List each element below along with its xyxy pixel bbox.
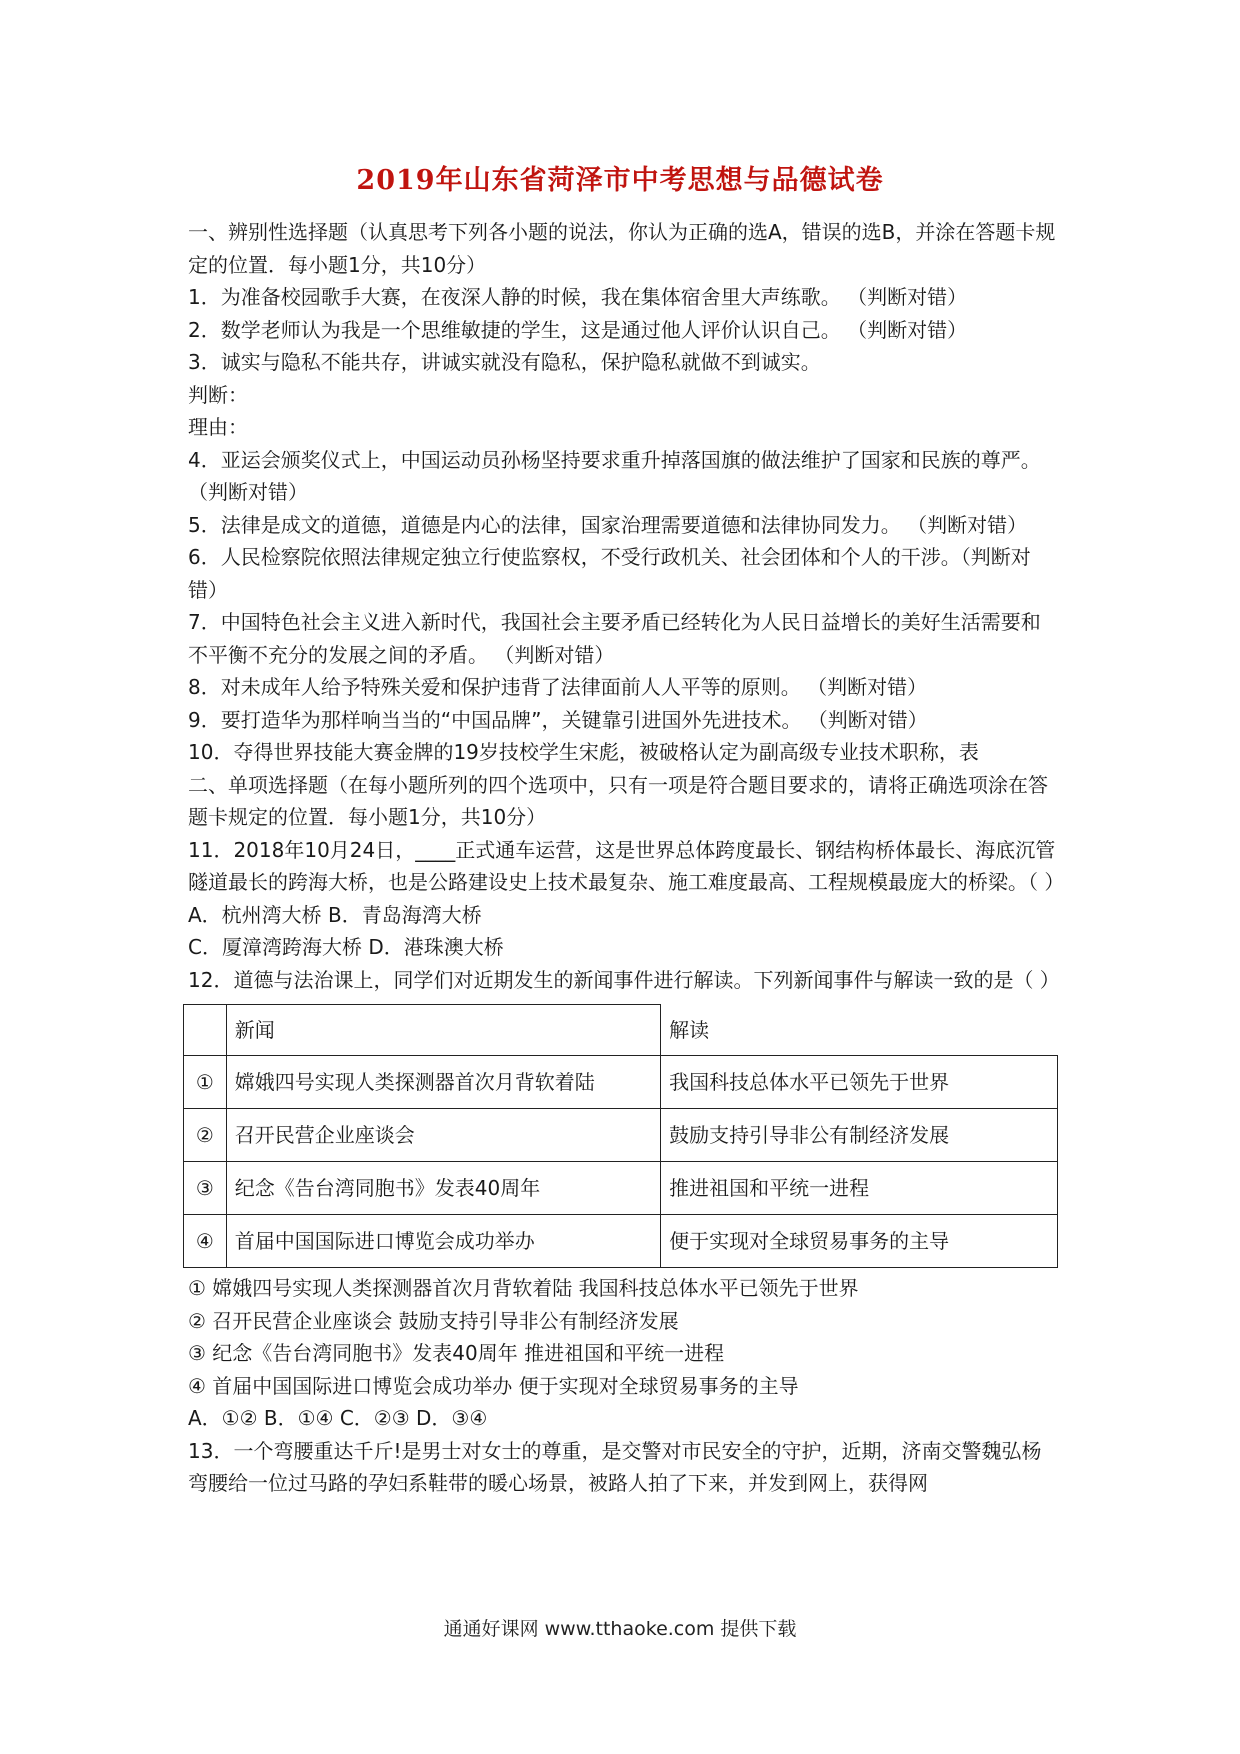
question-3-judge: 判断： — [188, 382, 248, 407]
news-table — [183, 1004, 1058, 1268]
row-reading: 推进祖国和平统一进程 — [661, 1162, 1058, 1215]
section1-heading: 一、辨别性选择题（认真思考下列各小题的说法，你认为正确的选A，错误的选B，并涂在答题卡规定的位置．每小题1分，共10分） — [188, 220, 1056, 277]
list-item: ② 召开民营企业座谈会 鼓励支持引导非公有制经济发展 — [188, 1308, 679, 1333]
question-11-options-ab: A．杭州湾大桥 B．青岛海湾大桥 — [188, 902, 482, 927]
row-news: 纪念《告台湾同胞书》发表40周年 — [226, 1162, 660, 1215]
row-number: ① — [184, 1056, 227, 1109]
list-item: ③ 纪念《告台湾同胞书》发表40周年 推进祖国和平统一进程 — [188, 1341, 725, 1365]
question-5: 5．法律是成文的道德，道德是内心的法律，国家治理需要道德和法律协同发力。 （判断对错） — [188, 512, 1028, 537]
row-reading: 我国科技总体水平已领先于世界 — [661, 1056, 1058, 1109]
list-item: ④ 首届中国国际进口博览会成功举办 便于实现对全球贸易事务的主导 — [188, 1373, 799, 1398]
page-title: 2019年山东省菏泽市中考思想与品德试卷 — [356, 165, 884, 196]
question-6: 6．人民检察院依照法律规定独立行使监察权，不受行政机关、社会团体和个人的干涉。（判断对错） — [188, 545, 1031, 602]
list-item: ① 嫦娥四号实现人类探测器首次月背软着陆 我国科技总体水平已领先于世界 — [188, 1276, 859, 1300]
question-3: 3．诚实与隐私不能共存，讲诚实就没有隐私，保护隐私就做不到诚实。 — [188, 350, 821, 374]
question-8: 8．对未成年人给予特殊关爱和保护违背了法律面前人人平等的原则。 （判断对错） — [188, 675, 928, 699]
question-2: 2．数学老师认为我是一个思维敏捷的学生，这是通过他人评价认识自己。 （判断对错） — [188, 317, 968, 342]
table-row — [184, 1056, 1058, 1109]
question-1: 1．为准备校园歌手大赛，在夜深人静的时候，我在集体宿舍里大声练歌。 （判断对错） — [188, 285, 968, 309]
table-header-row — [184, 1005, 1058, 1056]
exam-content — [188, 216, 1065, 1500]
question-12: 12．道德与法治课上，同学们对近期发生的新闻事件进行解读。下列新闻事件与解读一致的是（ ） — [188, 967, 1060, 992]
table-header-reading: 解读 — [661, 1005, 1058, 1056]
question-12-options: A．①② B．①④ C．②③ D．③④ — [188, 1406, 488, 1430]
row-number: ② — [184, 1109, 227, 1162]
row-news: 召开民营企业座谈会 — [226, 1109, 660, 1162]
question-11-options-cd: C．厦漳湾跨海大桥 D．港珠澳大桥 — [188, 935, 504, 959]
question-13: 13．一个弯腰重达千斤!是男士对女士的尊重，是交警对市民安全的守护，近期，济南交警魏弘杨弯腰给一位过马路的孕妇系鞋带的暖心场景，被路人拍了下来，并发到网上，获得网 — [188, 1438, 1042, 1495]
table-row — [184, 1215, 1058, 1268]
table-header-blank — [184, 1005, 227, 1056]
row-news: 首届中国国际进口博览会成功举办 — [226, 1215, 660, 1268]
row-reading: 鼓励支持引导非公有制经济发展 — [661, 1109, 1058, 1162]
section2-heading: 二、单项选择题（在每小题所列的四个选项中，只有一项是符合题目要求的，请将正确选项涂在答题卡规定的位置．每小题1分，共10分） — [188, 772, 1048, 829]
question-7: 7．中国特色社会主义进入新时代，我国社会主要矛盾已经转化为人民日益增长的美好生活需要和不平衡不充分的发展之间的矛盾。 （判断对错） — [188, 610, 1041, 667]
table-row — [184, 1162, 1058, 1215]
question-9: 9．要打造华为那样响当当的“中国品牌”，关键靠引进国外先进技术。 （判断对错） — [188, 707, 928, 732]
row-news: 嫦娥四号实现人类探测器首次月背软着陆 — [226, 1056, 660, 1109]
question-10: 10．夺得世界技能大赛金牌的19岁技校学生宋彪，被破格认定为副高级专业技术职称，表 — [188, 740, 979, 764]
table-row — [184, 1109, 1058, 1162]
page-footer: 通通好课网 www.tthaoke.com 提供下载 — [443, 1618, 797, 1640]
question-3-reason: 理由： — [188, 415, 248, 439]
row-number: ④ — [184, 1215, 227, 1268]
question-4: 4．亚运会颁奖仪式上，中国运动员孙杨坚持要求重升掉落国旗的做法维护了国家和民族的尊严。 （判断对错） — [188, 447, 1041, 504]
question-11: 11．2018年10月24日，____正式通车运营，这是世界总体跨度最长、钢结构桥体最长、海底沉管隧道最长的跨海大桥，也是公路建设史上技术最复杂、施工难度最高、工程规模最庞大的桥梁。（ ） — [188, 837, 1065, 894]
row-number: ③ — [184, 1162, 227, 1215]
table-header-news: 新闻 — [226, 1005, 660, 1056]
row-reading: 便于实现对全球贸易事务的主导 — [661, 1215, 1058, 1268]
